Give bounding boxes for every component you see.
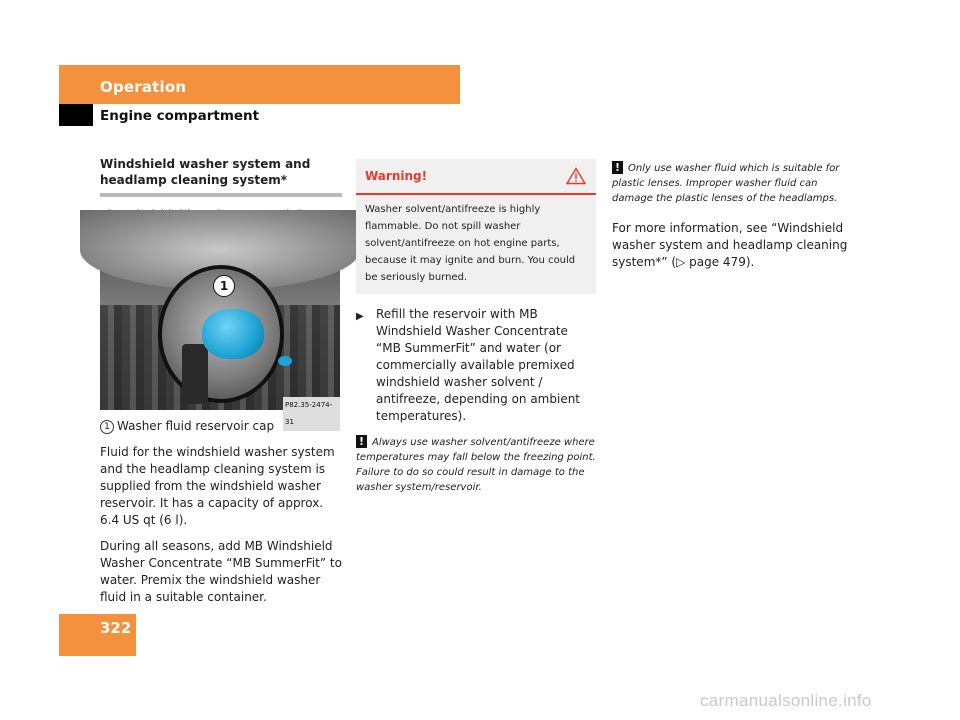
warning-triangle-icon — [566, 167, 586, 185]
legend-number-badge: 1 — [100, 420, 114, 434]
step-text: Refill the reservoir with MB Windshield Washer Concentrate “MB SummerFit” and water (or commercially available premixed windshield washer solvent / antifreeze, depending on ambient temperatures). — [376, 307, 581, 423]
warning-text: Washer solvent/antifreeze is highly flammable. Do not spill washer solvent/antifreeze on hot engine parts, because it may ignite and burn. You could be seriously burned. — [365, 204, 576, 283]
photo-callout-number: 1 — [213, 275, 235, 297]
lens-note-text: Only use washer fluid which is suitable for plastic lenses. Improper washer fluid can damage the plastic lenses of the headlamps. — [612, 163, 840, 204]
warning-title: Warning! — [365, 168, 428, 183]
photo-pointer — [278, 356, 292, 366]
column-middle — [356, 159, 596, 495]
column-left — [100, 156, 342, 615]
note-exclamation-icon: ! — [612, 161, 623, 174]
lens-note — [612, 161, 852, 206]
warning-header — [356, 159, 596, 195]
more-info-paragraph: For more information, see “Windshield washer system and headlamp cleaning system*” (▷ page 479). — [612, 221, 848, 269]
legend-text: Washer fluid reservoir cap — [117, 419, 275, 433]
watermark: carmanualsonline.info — [700, 691, 872, 710]
warning-box — [356, 159, 596, 294]
page-number: 322 — [100, 619, 132, 637]
reservoir-cap-image — [202, 309, 264, 359]
seasons-paragraph: During all seasons, add MB Windshield Washer Concentrate “MB SummerFit” to water. Premix the windshield washer fluid in a suitable container. — [100, 539, 342, 604]
photo-pipe — [182, 344, 208, 404]
instruction-step — [356, 306, 596, 425]
photo-code: P82.35-2474-31 — [283, 397, 340, 431]
freezing-note-text: Always use washer solvent/antifreeze where temperatures may fall below the freezing point. Failure to do so could result in damage to the washer system/reservoir. — [356, 437, 596, 493]
section-heading: Windshield washer system and headlamp cleaning system* — [100, 156, 342, 197]
step-arrow-icon: ▶ — [356, 311, 364, 322]
note-exclamation-icon: ! — [356, 435, 367, 448]
subsection-title: Engine compartment — [100, 108, 260, 124]
section-title: Operation — [100, 78, 187, 96]
freezing-note — [356, 435, 596, 495]
section-tab-marker — [59, 104, 93, 126]
capacity-paragraph: Fluid for the windshield washer system and the headlamp cleaning system is supplied from the windshield washer reservoir. It has a capacity of approx. 6.4 US qt (6 l). — [100, 445, 335, 527]
column-right — [612, 161, 852, 280]
